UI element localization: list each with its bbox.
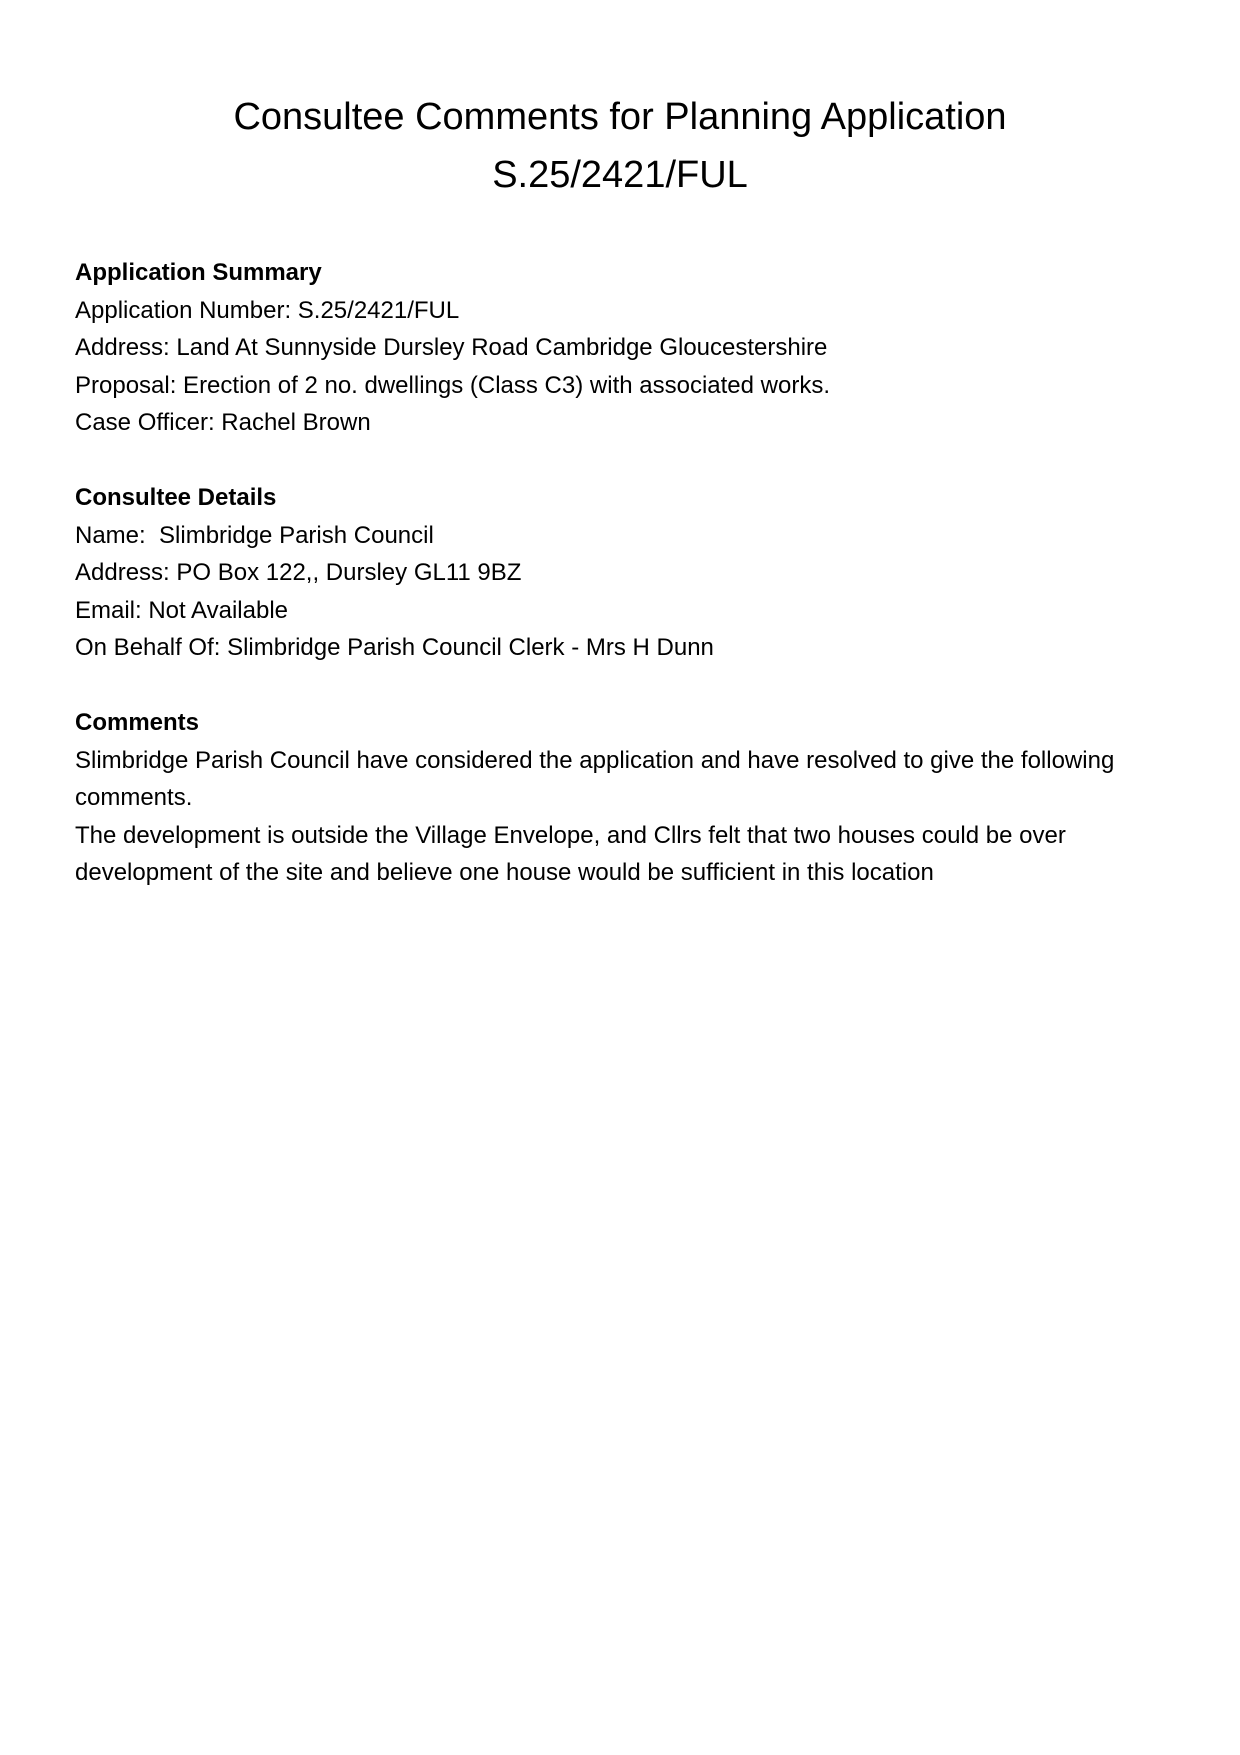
application-number: Application Number: S.25/2421/FUL — [75, 296, 460, 324]
consultee-address: Address: PO Box 122,, Dursley GL11 9BZ — [75, 559, 522, 586]
comments-section — [75, 704, 1185, 892]
application-address: Address: Land At Sunnyside Dursley Road Cambridge Gloucestershire — [75, 334, 828, 361]
comments-heading: Comments — [75, 709, 200, 736]
title-line-2: S.25/2421/FUL — [492, 154, 748, 196]
consultee-on-behalf-of: On Behalf Of: Slimbridge Parish Council Clerk - Mrs H Dunn — [75, 634, 714, 661]
comment-paragraph-1: Slimbridge Parish Council have considered the application and have resolved to give the following comments. — [75, 746, 1115, 811]
consultee-name: Name: Slimbridge Parish Council — [75, 521, 434, 549]
comment-paragraph-2: The development is outside the Village Envelope, and Cllrs felt that two houses could be over development of the site and believe one house would be sufficient in this location — [75, 821, 1066, 886]
application-summary-section — [75, 254, 1185, 442]
application-summary-heading: Application Summary — [75, 259, 322, 286]
title-line-1: Consultee Comments for Planning Application — [233, 96, 1007, 138]
case-officer: Case Officer: Rachel Brown — [75, 409, 371, 436]
consultee-details-heading: Consultee Details — [75, 484, 277, 511]
consultee-details-section — [75, 479, 1185, 667]
application-proposal: Proposal: Erection of 2 no. dwellings (Class C3) with associated works. — [75, 371, 830, 399]
page-title — [0, 88, 1240, 204]
consultee-email: Email: Not Available — [75, 596, 288, 624]
